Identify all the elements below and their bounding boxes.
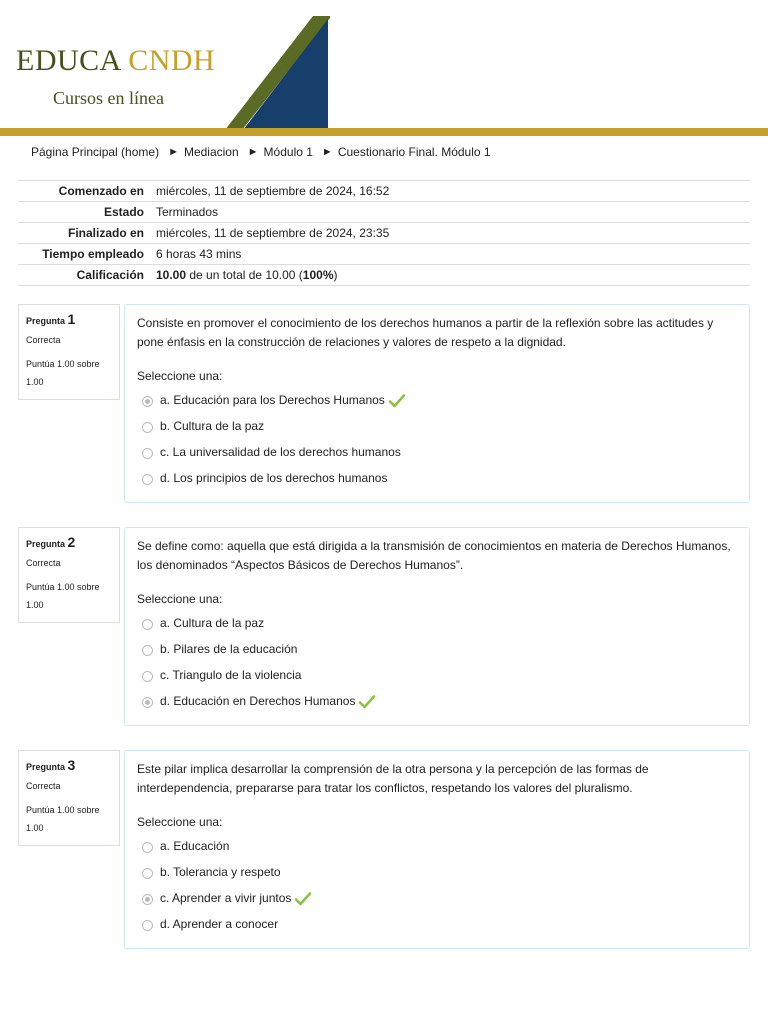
answer-prompt: Seleccione una:	[137, 815, 223, 829]
radio-icon[interactable]	[142, 868, 153, 879]
breadcrumb-item-modulo[interactable]: Módulo 1	[263, 145, 313, 159]
summary-label: Estado	[103, 205, 144, 219]
answer-option[interactable]	[137, 885, 737, 911]
grade-percent: 100%	[302, 268, 334, 282]
answer-option[interactable]	[137, 413, 737, 439]
summary-value: miércoles, 11 de septiembre de 2024, 16:52	[156, 184, 390, 198]
checkmark-icon	[295, 892, 311, 906]
question-label: Pregunta	[26, 539, 66, 549]
radio-icon[interactable]	[142, 842, 153, 853]
answer-option-label: a. Educación para los Derechos Humanos	[160, 393, 385, 407]
summary-value	[156, 268, 338, 282]
site-header	[0, 0, 768, 136]
answer-option-label: a. Educación	[160, 839, 230, 853]
answer-option[interactable]	[137, 610, 737, 636]
breadcrumb	[31, 145, 491, 159]
summary-row-started	[18, 181, 750, 202]
answer-option[interactable]	[137, 859, 737, 885]
answer-option[interactable]	[137, 688, 737, 714]
answer-option-label: b. Cultura de la paz	[160, 419, 265, 433]
radio-icon[interactable]	[142, 619, 153, 630]
radio-icon[interactable]	[142, 697, 153, 708]
breadcrumb-item-home[interactable]: Página Principal (home)	[31, 145, 160, 159]
summary-value: miércoles, 11 de septiembre de 2024, 23:35	[156, 226, 390, 240]
triangle-right-icon: ►	[321, 146, 333, 158]
answer-prompt: Seleccione una:	[137, 369, 223, 383]
brand-logo[interactable]	[16, 44, 215, 78]
radio-icon[interactable]	[142, 645, 153, 656]
question-grade: Puntúa 1.00 sobre 1.00	[26, 805, 100, 833]
question-state: Correcta	[26, 335, 61, 345]
question-label: Pregunta	[26, 762, 66, 772]
answer-option[interactable]	[137, 439, 737, 465]
question-number: 3	[67, 757, 76, 773]
question-info	[18, 527, 120, 623]
summary-value: 6 horas 43 mins	[156, 247, 242, 261]
summary-label: Finalizado en	[67, 226, 144, 240]
triangle-right-icon: ►	[247, 146, 259, 158]
brand-tagline: Cursos en línea	[53, 88, 164, 108]
checkmark-icon	[359, 695, 375, 709]
question-info	[18, 304, 120, 400]
answer-option[interactable]	[137, 465, 737, 491]
question-text: Se define como: aquella que está dirigida a la transmisión de conocimientos en materia de Derechos Humanos, los denominados “Aspectos Básicos de Derechos Humanos”.	[137, 539, 731, 572]
radio-icon[interactable]	[142, 422, 153, 433]
summary-value: Terminados	[156, 205, 219, 219]
grade-score: 10.00	[156, 268, 187, 282]
question-info	[18, 750, 120, 846]
radio-icon[interactable]	[142, 396, 153, 407]
breadcrumb-item-quiz[interactable]: Cuestionario Final. Módulo 1	[337, 145, 491, 159]
summary-label: Comenzado en	[58, 184, 144, 198]
question-state: Correcta	[26, 558, 61, 568]
radio-icon[interactable]	[142, 474, 153, 485]
summary-label: Calificación	[76, 268, 144, 282]
checkmark-icon	[389, 394, 405, 408]
radio-icon[interactable]	[142, 448, 153, 459]
answer-option-label: a. Cultura de la paz	[160, 616, 265, 630]
answer-option-label: d. Educación en Derechos Humanos	[160, 694, 356, 708]
question-text: Este pilar implica desarrollar la comprensión de la otra persona y la percepción de las formas de interdependencia, prepararse para tratar los conflictos, respetando los valores del pluralismo.	[137, 762, 649, 795]
summary-row-finished	[18, 223, 750, 244]
answer-option[interactable]	[137, 833, 737, 859]
question-grade: Puntúa 1.00 sobre 1.00	[26, 359, 100, 387]
answer-option-label: d. Aprender a conocer	[160, 917, 279, 931]
grade-end: )	[333, 268, 338, 282]
question-label: Pregunta	[26, 316, 66, 326]
summary-row-state	[18, 202, 750, 223]
question-grade: Puntúa 1.00 sobre 1.00	[26, 582, 100, 610]
answer-list	[137, 387, 737, 491]
answer-option[interactable]	[137, 911, 737, 937]
grade-mid: de un total de 10.00 (	[186, 268, 303, 282]
answer-option[interactable]	[137, 662, 737, 688]
radio-icon[interactable]	[142, 920, 153, 931]
question-number: 2	[67, 534, 76, 550]
answer-option-label: b. Pilares de la educación	[160, 642, 298, 656]
answer-option-label: c. La universalidad de los derechos humanos	[160, 445, 401, 459]
radio-icon[interactable]	[142, 671, 153, 682]
radio-icon[interactable]	[142, 894, 153, 905]
answer-list	[137, 833, 737, 937]
answer-list	[137, 610, 737, 714]
question-state: Correcta	[26, 781, 61, 791]
question-content	[124, 304, 750, 503]
summary-row-time	[18, 244, 750, 265]
question-content	[124, 527, 750, 726]
answer-option-label: c. Aprender a vivir juntos	[160, 891, 292, 905]
answer-option-label: b. Tolerancia y respeto	[160, 865, 281, 879]
answer-option[interactable]	[137, 387, 737, 413]
answer-prompt: Seleccione una:	[137, 592, 223, 606]
brand-part-cndh: CNDH	[128, 44, 216, 77]
triangle-right-icon: ►	[168, 146, 179, 158]
question-number: 1	[67, 311, 76, 327]
summary-label: Tiempo empleado	[42, 247, 144, 261]
breadcrumb-item-mediacion[interactable]: Mediacion	[183, 145, 239, 159]
answer-option-label: d. Los principios de los derechos humanos	[160, 471, 388, 485]
question-text: Consiste en promover el conocimiento de los derechos humanos a partir de la reflexión sobre las actitudes y pone énfasis en la construcción de relaciones y valores de respeto a la dignidad.	[137, 316, 714, 349]
answer-option[interactable]	[137, 636, 737, 662]
attempt-summary-table	[18, 180, 750, 286]
header-banner-graphic	[225, 16, 330, 130]
header-gold-bar	[0, 128, 768, 136]
question-content	[124, 750, 750, 949]
brand-part-educa: EDUCA	[16, 44, 121, 77]
answer-option-label: c. Triangulo de la violencia	[160, 668, 302, 682]
summary-row-grade	[18, 265, 750, 286]
